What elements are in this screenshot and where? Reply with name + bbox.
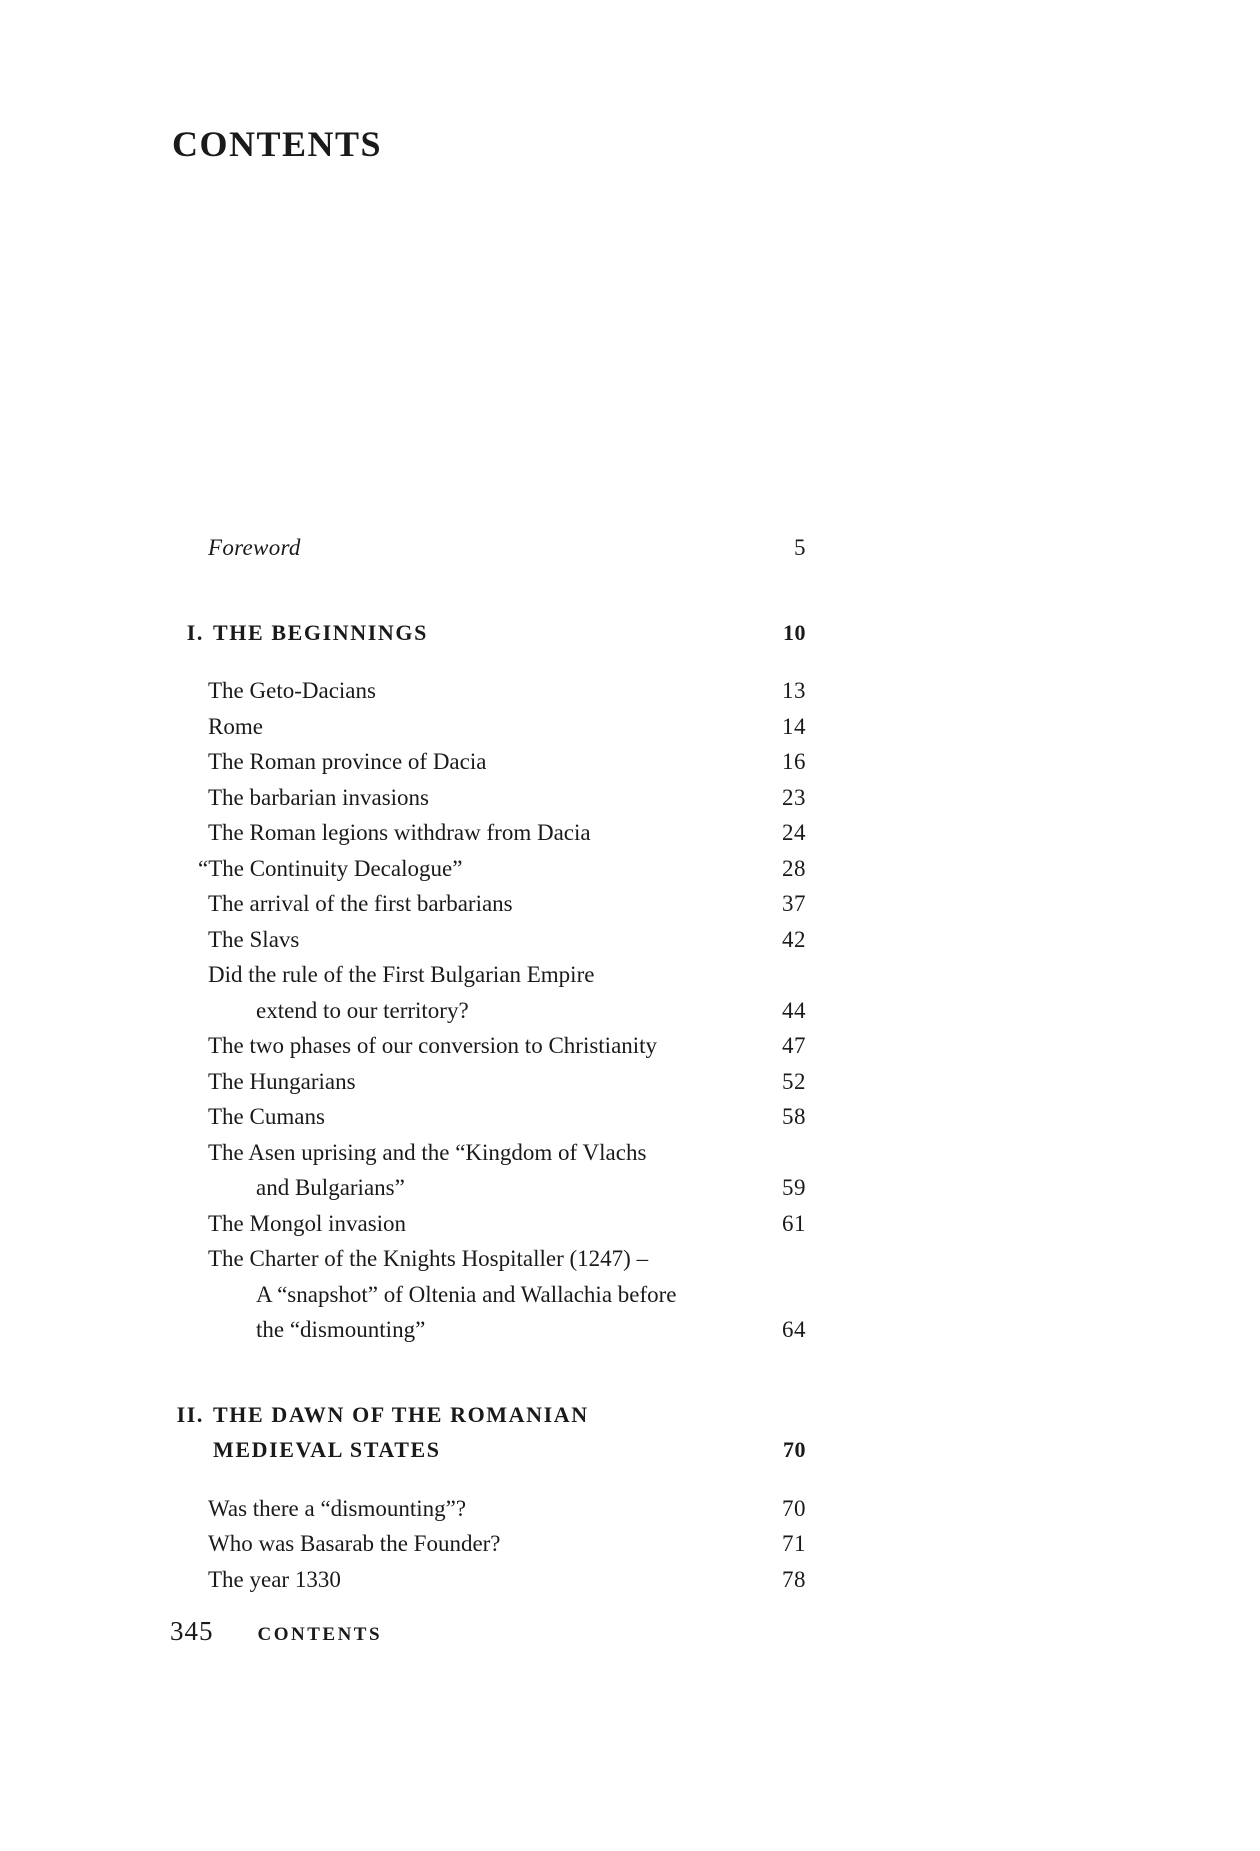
toc-entry-page: 44 xyxy=(782,997,806,1023)
toc-entry-label: The year 1330 xyxy=(208,1566,341,1592)
toc-front-matter-row xyxy=(208,530,806,566)
page-footer xyxy=(170,1613,382,1653)
toc-entry-row xyxy=(208,1491,806,1527)
toc-entry-label: extend to our territory? xyxy=(256,997,469,1023)
toc-entry-label: The Hungarians xyxy=(208,1068,356,1094)
toc-entry-row xyxy=(208,1170,806,1206)
toc-entry-label: Did the rule of the First Bulgarian Empire xyxy=(208,962,595,987)
toc-entry-row xyxy=(198,851,806,887)
toc-entry-page: 13 xyxy=(782,678,806,703)
toc-entry-label: The Roman legions withdraw from Dacia xyxy=(208,820,591,845)
toc-entry-label: Rome xyxy=(208,713,263,739)
toc-entry-page: 24 xyxy=(782,820,806,845)
toc-entry-row xyxy=(208,815,806,851)
toc-entry-page: 23 xyxy=(782,784,806,810)
toc-entry-row xyxy=(208,1206,806,1242)
toc-entry-row xyxy=(208,1562,806,1598)
toc-entry-row xyxy=(208,1241,806,1277)
toc-entry-label: Who was Basarab the Founder? xyxy=(208,1531,501,1556)
toc-entry-label: The barbarian invasions xyxy=(208,784,429,810)
toc-section-heading xyxy=(208,1432,806,1468)
toc-entry-page: 16 xyxy=(782,749,806,774)
toc-entry-row xyxy=(208,993,806,1029)
toc-entry-page: 14 xyxy=(782,713,806,739)
toc-entry-row xyxy=(208,780,806,816)
toc-entry-page: 70 xyxy=(783,1437,806,1462)
toc-entry-row xyxy=(208,957,806,993)
toc-entry-page: 5 xyxy=(794,535,806,560)
toc-entry-page: 58 xyxy=(782,1104,806,1129)
toc-entry-page: 64 xyxy=(782,1317,806,1342)
toc-section-title: MEDIEVAL STATES xyxy=(213,1437,441,1462)
toc-entry-page: 10 xyxy=(783,619,806,645)
toc-entry-label: The Roman province of Dacia xyxy=(208,749,487,774)
section-numeral: II. xyxy=(176,1401,204,1427)
toc-entry-page: 59 xyxy=(782,1175,806,1200)
toc-entry-row xyxy=(208,1099,806,1135)
toc-entry-label: The Charter of the Knights Hospitaller (1247) – xyxy=(208,1246,649,1271)
toc-entry-row xyxy=(208,744,806,780)
folio-page-number: 345 xyxy=(170,1616,214,1646)
page-title: CONTENTS xyxy=(172,124,383,164)
toc-entry-row xyxy=(208,709,806,745)
toc-entry-row xyxy=(208,1277,806,1313)
toc-entry-label: The Asen uprising and the “Kingdom of Vlachs xyxy=(208,1139,647,1165)
toc-section-heading xyxy=(176,1397,806,1433)
toc-entry-page: 42 xyxy=(782,926,806,952)
toc-section-title: THE BEGINNINGS xyxy=(213,619,428,645)
toc-entry-label: “The Continuity Decalogue” xyxy=(198,855,463,881)
toc-entry-page: 52 xyxy=(782,1068,806,1094)
toc-section-title: THE DAWN OF THE ROMANIAN xyxy=(213,1401,589,1427)
toc-entry-label: Foreword xyxy=(208,535,301,560)
toc-entry-label: The Slavs xyxy=(208,926,300,952)
table-of-contents xyxy=(176,530,806,1597)
section-numeral: I. xyxy=(186,619,204,645)
toc-entry-label: and Bulgarians” xyxy=(256,1175,405,1200)
toc-entry-label: The two phases of our conversion to Christianity xyxy=(208,1033,658,1058)
toc-entry-page: 61 xyxy=(782,1210,806,1236)
toc-entry-page: 37 xyxy=(782,891,806,916)
toc-entry-label: The arrival of the first barbarians xyxy=(208,891,513,916)
toc-entry-row xyxy=(208,886,806,922)
toc-entry-row xyxy=(208,673,806,709)
running-title: CONTENTS xyxy=(257,1624,383,1645)
toc-entry-label: The Geto-Dacians xyxy=(208,678,376,703)
toc-entry-row xyxy=(208,1135,806,1171)
toc-entry-row xyxy=(208,1312,806,1348)
toc-section-heading xyxy=(186,615,806,651)
toc-entry-label: The Cumans xyxy=(208,1104,325,1129)
toc-entry-page: 28 xyxy=(782,855,806,881)
toc-entry-label: The Mongol invasion xyxy=(208,1210,407,1236)
toc-entry-row xyxy=(208,1028,806,1064)
toc-entry-page: 78 xyxy=(782,1566,806,1592)
toc-entry-page: 70 xyxy=(782,1495,806,1521)
toc-entry-row xyxy=(208,1526,806,1562)
toc-entry-page: 47 xyxy=(782,1033,806,1058)
toc-entry-label: the “dismounting” xyxy=(256,1317,426,1342)
toc-entry-label: Was there a “dismounting”? xyxy=(208,1495,467,1521)
toc-entry-page: 71 xyxy=(782,1531,806,1556)
toc-entry-row xyxy=(208,922,806,958)
toc-entry-label: A “snapshot” of Oltenia and Wallachia before xyxy=(256,1281,677,1307)
toc-entry-row xyxy=(208,1064,806,1100)
